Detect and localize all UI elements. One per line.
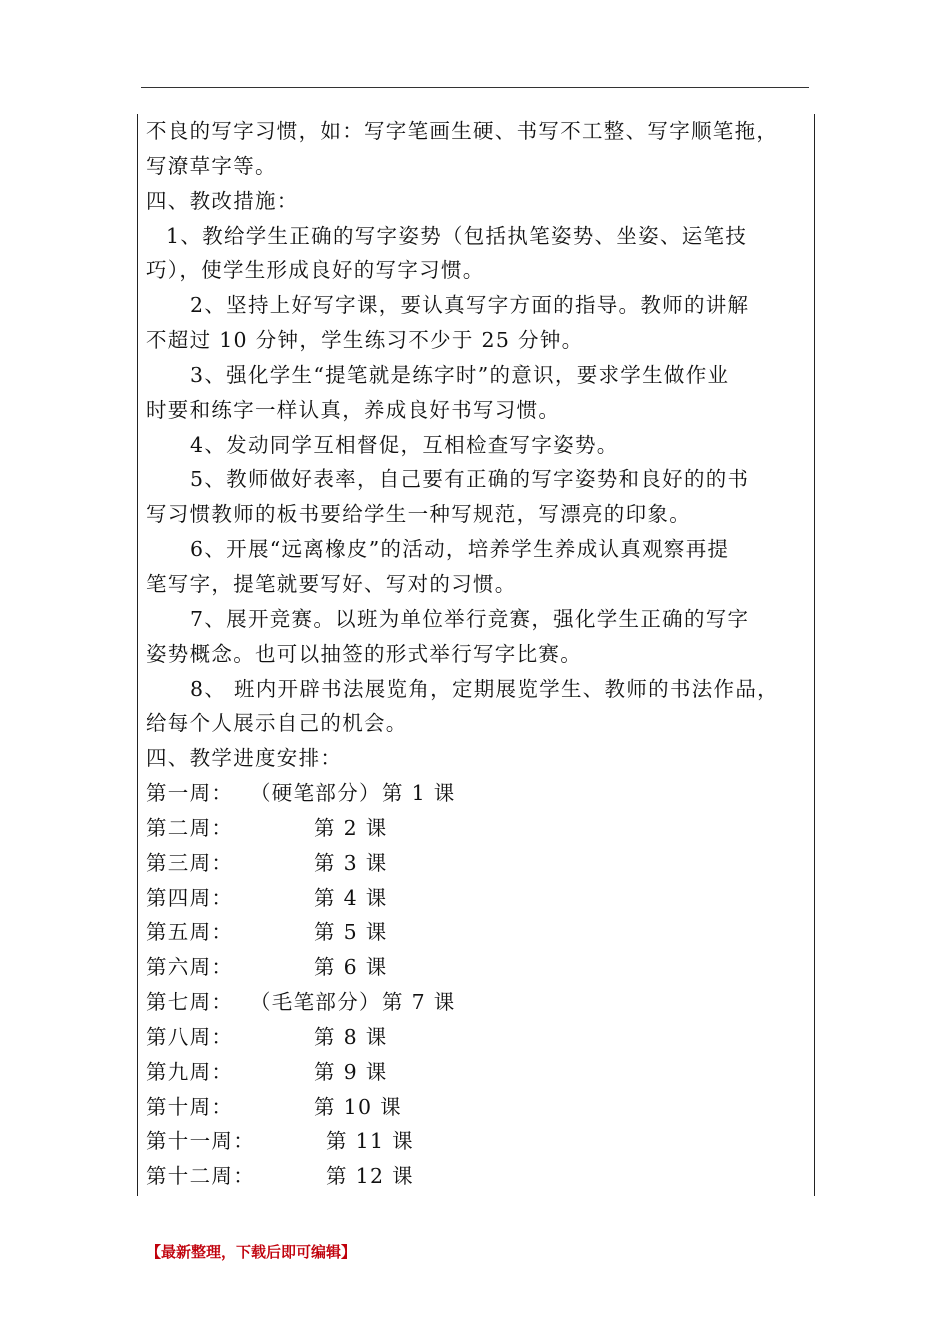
text-line: 1、教给学生正确的写字姿势（包括执笔姿势、坐姿、运笔技 [166, 223, 748, 248]
schedule-row [146, 950, 808, 985]
text-line: 不良的写字习惯，如：写字笔画生硬、书写不工整、写字顺笔拖， [146, 119, 779, 143]
footer-note: 【最新整理，下载后即可编辑】 [146, 1243, 357, 1261]
header-rule [141, 87, 809, 88]
week-label: 第十一周： [146, 1129, 255, 1154]
document-body [146, 114, 808, 1194]
schedule-row [146, 1124, 808, 1159]
lesson-label: 第 12 课 [326, 1164, 414, 1189]
text-line: 不超过 10 分钟，学生练习不少于 25 分钟。 [146, 328, 584, 353]
week-label: 第七周： [146, 990, 234, 1015]
section-note: （硬笔部分） [250, 781, 381, 806]
text-line: 时要和练字一样认真，养成良好书写习惯。 [146, 397, 561, 422]
schedule-row [146, 1090, 808, 1125]
text-line: 巧），使学生形成良好的写字习惯。 [146, 258, 485, 283]
text-line: 写习惯教师的板书要给学生一种写规范，写漂亮的印象。 [146, 502, 691, 527]
lesson-label: 第 4 课 [314, 885, 388, 910]
schedule-row [146, 915, 808, 950]
schedule-row [146, 811, 808, 846]
week-label: 第十周： [146, 1094, 234, 1119]
text-line: 2、坚持上好写字课，要认真写字方面的指导。教师的讲解 [190, 293, 750, 318]
schedule-row [146, 1055, 808, 1090]
week-label: 第六周： [146, 955, 234, 980]
text-line: 7、展开竞赛。以班为单位举行竞赛，强化学生正确的写字 [190, 606, 750, 631]
week-label: 第八周： [146, 1024, 234, 1049]
lesson-label: 第 7 课 [382, 990, 456, 1015]
week-label: 第十二周： [146, 1164, 255, 1189]
lesson-label: 第 1 课 [382, 781, 456, 806]
schedule-row [146, 1020, 808, 1055]
text-line: 四、教学进度安排： [146, 746, 343, 771]
week-label: 第三周： [146, 850, 234, 875]
schedule-row [146, 985, 808, 1020]
lesson-label: 第 8 课 [314, 1024, 388, 1049]
schedule-row [146, 846, 808, 881]
week-label: 第四周： [146, 885, 234, 910]
lesson-label: 第 5 课 [314, 920, 388, 945]
text-line: 6、开展“远离橡皮”的活动，培养学生养成认真观察再提 [190, 537, 730, 562]
week-label: 第二周： [146, 815, 234, 840]
text-line: 四、教改措施： [146, 188, 299, 213]
paragraph-section [146, 114, 808, 776]
week-label: 第五周： [146, 920, 234, 945]
week-label: 第一周： [146, 781, 234, 806]
lesson-label: 第 2 课 [314, 815, 388, 840]
text-line: 8、 班内开辟书法展览角，定期展览学生、教师的书法作品， [190, 676, 779, 701]
lesson-label: 第 9 课 [314, 1059, 388, 1084]
text-line: 笔写字，提笔就要写好、写对的习惯。 [146, 571, 517, 596]
schedule-list [146, 776, 808, 1194]
lesson-label: 第 10 课 [314, 1094, 402, 1119]
text-line: 给每个人展示自己的机会。 [146, 711, 408, 736]
schedule-row [146, 881, 808, 916]
section-note: （毛笔部分） [250, 990, 381, 1015]
lesson-label: 第 11 课 [326, 1129, 414, 1154]
lesson-label: 第 6 课 [314, 955, 388, 980]
schedule-row [146, 776, 808, 811]
text-line: 3、强化学生“提笔就是练字时”的意识，要求学生做作业 [190, 362, 730, 387]
week-label: 第九周： [146, 1059, 234, 1084]
text-line: 5、教师做好表率，自己要有正确的写字姿势和良好的的书 [190, 467, 750, 492]
text-line: 4、发动同学互相督促，互相检查写字姿势。 [190, 432, 619, 457]
lesson-label: 第 3 课 [314, 850, 388, 875]
schedule-row [146, 1159, 808, 1194]
text-line: 写潦草字等。 [146, 153, 277, 178]
text-line: 姿势概念。也可以抽签的形式举行写字比赛。 [146, 641, 582, 666]
